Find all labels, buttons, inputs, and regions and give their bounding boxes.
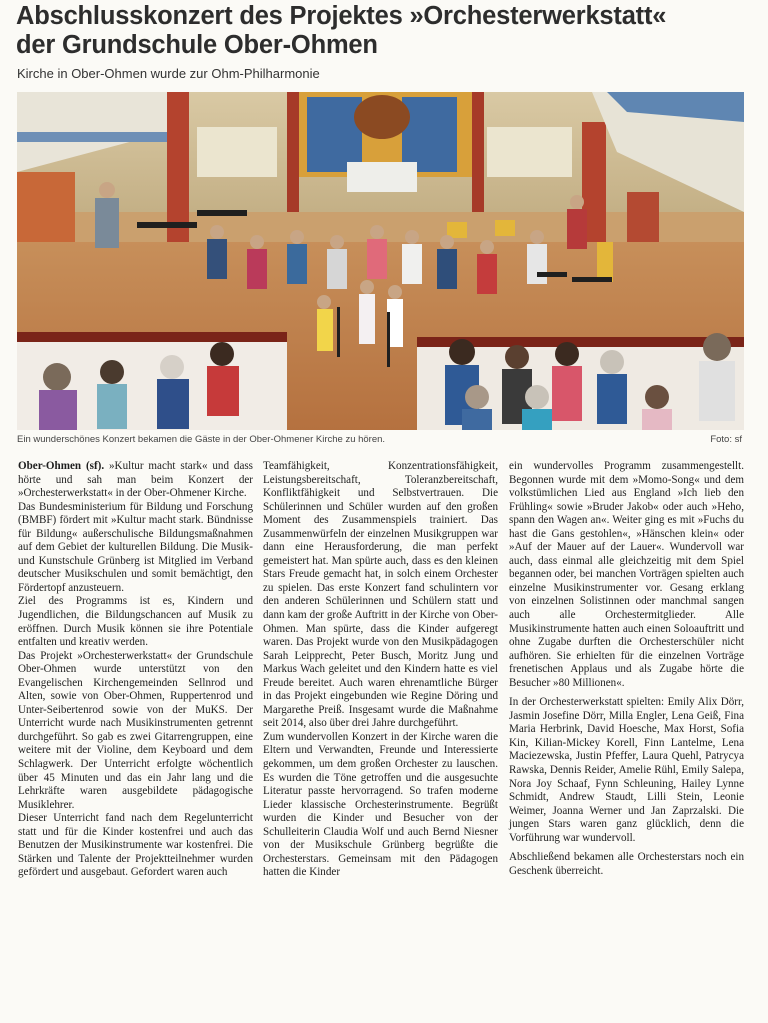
paragraph [18,460,253,501]
article-column-2 [263,460,498,880]
paragraph: Ziel des Programms ist es, Kindern und Jugendlichen, die Bildungschancen auf Musik zu eröffnen. Durch Musik können sie ihre Potentiale entfalten und kreativ werden. [18,595,253,649]
article-column-1 [18,460,253,880]
photo-credit: Foto: sf [710,434,742,445]
article-headline [16,2,756,60]
headline-line-2: der Grundschule Ober-Ohmen [16,31,378,59]
article-subheadline: Kirche in Ober-Ohmen wurde zur Ohm-Philharmonie [17,66,320,81]
article-column-3 [509,460,744,878]
headline-line-1: Abschlusskonzert des Projektes »Orchesterwerkstatt« [16,2,667,30]
paragraph: Zum wundervollen Konzert in der Kirche waren die Eltern und Verwandten, Freunde und Interessierte gekommen, um dem großen Orchester zu lauschen. Es wurden die Töne getroffen und die ausgesuchte Literatur passte hervorragend. So trafen moderne Lieder klassische Orchesterinstrumente. Begrüßt wurden die Kinder und Besucher von der Schulleiterin Claudia Wolf und auch Bernd Niesner von der Musikschule Grünberg begrüßte die Orchesterstars. Gemeinsam mit den Pädagogen hatten die Kinder [263,730,498,879]
concert-photo [17,92,744,430]
paragraph-text: »Kultur macht stark« und dass hörte und sah man beim Konzert der »Orchesterwerkstatt« in der Ober-Ohmener Kirche. [18,460,254,500]
paragraph: ein wundervolles Programm zusammengestellt. Begonnen wurde mit dem »Momo-Song« und dem volkstümlichen Lied aus England »Ich lieb den Frühling« sowie »Bruder Jakob« oder auch »Heho, spann den Wagen an«. Weiter ging es mit »Fuchs du hast die Gans gestohlen«, »Hänschen klein« oder »Auf der Mauer auf der Lauer«. Wundervoll war auch, dass einmal alle gleichzeitig mit dem Spiel begannen oder, bei manchen Vorträgen spielten auch einzelne Musikinstrumenter vor. Gesang erklang von einzelnen Solistinnen oder manchmal sangen auch alle Orchestermitglieder. Alle Musikinstrumente hatten auch einen Soloauftritt und ohne Zugabe durften die Orchesterschüler nicht aufhören. Sie erhielten für die einzelnen Vorträge frenetischen Applaus und als Zugabe hörte die Besucher »80 Millionen«. [509,460,744,689]
paragraph: Das Bundesministerium für Bildung und Forschung (BMBF) fördert mit »Kultur macht stark. Bündnisse für Bildung« außerschulische Bildungsmaßnahmen auf dem Gebiet der kulturellen Bildung. Die Musik- und Kunstschule Grünberg ist Mitglied im Verband deutscher Musikschulen und somit bemächtigt, den Fördertopf anzusteuern. [18,500,253,594]
dateline: Ober-Ohmen (sf). [18,460,105,472]
paragraph: Abschließend bekamen alle Orchesterstars noch ein Geschenk überreicht. [509,851,744,877]
paragraph: Dieser Unterricht fand nach dem Regelunterricht statt und für die Kinder kostenfrei und auch das Benutzen der Musikinstrumente war kostenfrei. Die Stärken und Talente der Projektteilnehmer wurden gefördert und ausgebaut. Gefordert waren auch [18,812,253,879]
paragraph: In der Orchesterwerkstatt spielten: Emily Alix Dörr, Jasmin Josefine Dörr, Milla Engler, Lena Geiß, Fina Maria Herbrink, David Hoesche, Max Horst, Sofia Kin, Kilian-Mickey Korell, Finn Lantelme, Lena Maciezewska, Justin Pfeffer, Laura Quehl, Patrycya Rawska, Dennis Reider, Amelie Rühl, Emily Salepa, Nora Joy Schaaf, Fynn Schleuning, Hailey Lynne Schmidt, Andrew Staudt, Lilli Stein, Leonie Weimer, Joanna Werner und Jan Zaprzalski. Die jungen Stars waren ganz glücklich, denn die Vorführung war wundervoll. [509,696,744,844]
paragraph: Das Projekt »Orchesterwerkstatt« der Grundschule Ober-Ohmen wurde unterstützt von den Evangelischen Kirchengemeinden Sellnrod und Alten, sowie von Ober-Ohmen, Ruppertenrod und Unter-Seibertenrod sowie von der MuKS. Der Unterricht wurde nach Musikinstrumenten getrennt durchgeführt. So gab es zwei Gitarrengruppen, eine weitere mit der Violine, dem Keyboard und dem Schlagwerk. Der Unterricht erfolgte wöchentlich über 45 Minuten und das ein Jahr lang und die Lehrkräfte waren ausgebildete pädagogische Musiklehrer. [18,649,253,811]
photo-caption: Ein wunderschönes Konzert bekamen die Gäste in der Ober-Ohmener Kirche zu hören. [17,434,386,445]
paragraph: Teamfähigkeit, Konzentrationsfähigkeit, Leistungsbereitschaft, Toleranzbereitschaft, Konfliktfähigkeit und Selbstvertrauen. Die Schülerinnen und Schüler wurden auf den großen Moment des Zusammenspiels trainiert. Das Zusammenwürfeln der einzelnen Musikgruppen war dann eine Herausforderung, die man perfekt gemeistert hat. Man spürte auch, dass es den kleinen Stars Freude gemacht hat, in solch einem Orchester zu spielen. Das erste Konzert fand schulintern vor den anderen Schülerinnen und Schülern statt und dann kam der große Auftritt in der Kirche von Ober-Ohmen. Man spürte, dass die Kinder aufgeregt waren. Das Projekt wurde von den Musikpädagogen Sarah Leipprecht, Peter Busch, Moritz Jung und Markus Wach geleitet und den Kindern hatte es viel Freude bereitet. Auch waren ehrenamtliche Bürger in das Projekt eingebunden wie Regine Döring und Margarethe Preiß. Insgesamt wurde die Maßnahme seit 2014, also über drei Jahre durchgeführt. [263,460,498,730]
